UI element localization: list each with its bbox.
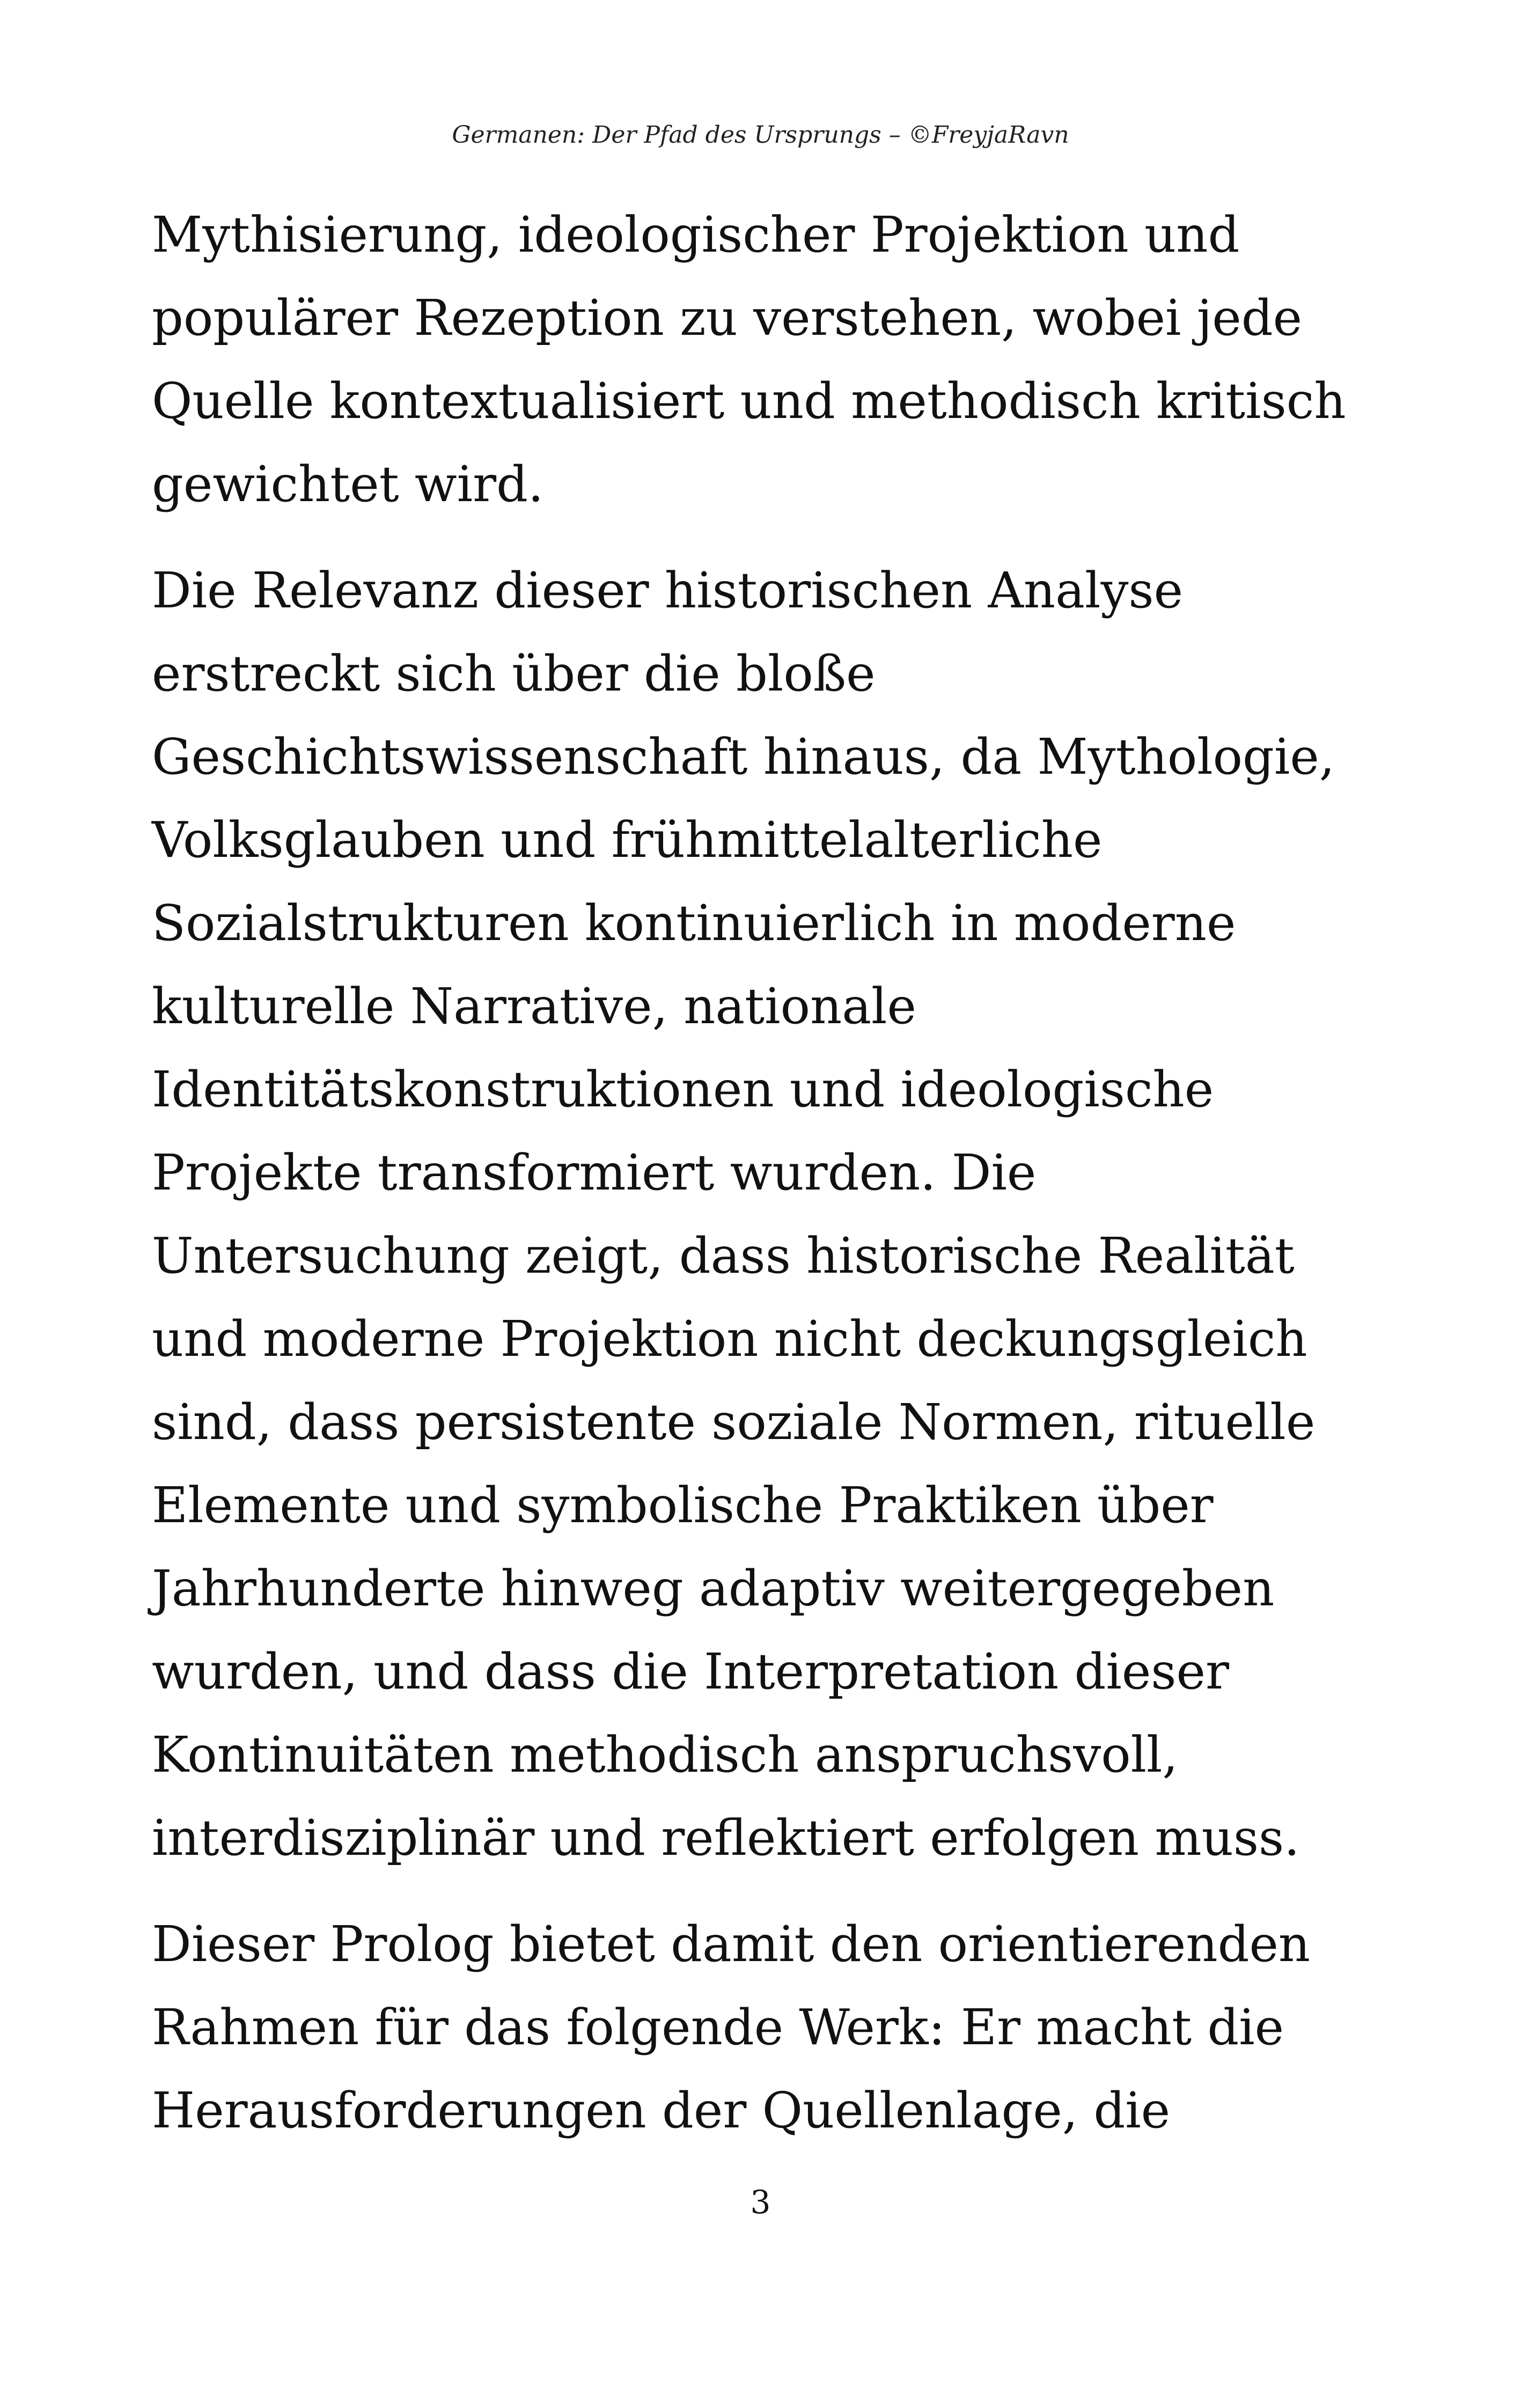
- running-header: Germanen: Der Pfad des Ursprungs – ©FreyjaRavn: [452, 121, 1069, 149]
- paragraph: [152, 1903, 1364, 2152]
- text-line: Dieser Prolog bietet damit den orientierenden: [152, 1915, 1311, 1973]
- text-line: Die Relevanz dieser historischen Analyse: [152, 562, 1184, 619]
- text-line: populärer Rezeption zu verstehen, wobei jede: [152, 289, 1303, 347]
- text-line: Herausforderungen der Quellenlage, die: [152, 2082, 1171, 2139]
- body-text: [152, 193, 1364, 2152]
- page-number: 3: [750, 2184, 771, 2221]
- text-line: erstreckt sich über die bloße: [152, 645, 876, 702]
- text-line: Quelle kontextualisiert und methodisch kritisch: [152, 372, 1346, 430]
- text-line: Rahmen für das folgende Werk: Er macht die: [152, 1999, 1284, 2056]
- paragraph-gap: [152, 526, 1364, 549]
- paragraph: [152, 549, 1364, 1880]
- text-line: Kontinuitäten methodisch anspruchsvoll,: [152, 1726, 1178, 1783]
- text-line: gewichtet wird.: [152, 456, 544, 513]
- paragraph-gap: [152, 1880, 1364, 1903]
- text-line: Sozialstrukturen kontinuierlich in moderne: [152, 894, 1236, 952]
- text-line: interdisziplinär und reflektiert erfolgen muss.: [152, 1809, 1300, 1867]
- text-line: Volksglauben und frühmittelalterliche: [152, 811, 1103, 869]
- text-line: kulturelle Narrative, nationale: [152, 978, 916, 1035]
- text-line: Geschichtswissenschaft hinaus, da Mythologie,: [152, 728, 1335, 785]
- text-line: Projekte transformiert wurden. Die: [152, 1144, 1037, 1201]
- text-line: Mythisierung, ideologischer Projektion und: [152, 206, 1240, 263]
- text-line: Jahrhunderte hinweg adaptiv weitergegeben: [152, 1560, 1275, 1617]
- text-line: Untersuchung zeigt, dass historische Realität: [152, 1227, 1295, 1284]
- text-line: Elemente und symbolische Praktiken über: [152, 1477, 1214, 1534]
- text-line: sind, dass persistente soziale Normen, rituelle: [152, 1393, 1316, 1451]
- paragraph: [152, 193, 1364, 526]
- text-line: wurden, und dass die Interpretation dieser: [152, 1643, 1229, 1700]
- text-line: Identitätskonstruktionen und ideologische: [152, 1061, 1214, 1118]
- text-line: und moderne Projektion nicht deckungsgleich: [152, 1310, 1307, 1368]
